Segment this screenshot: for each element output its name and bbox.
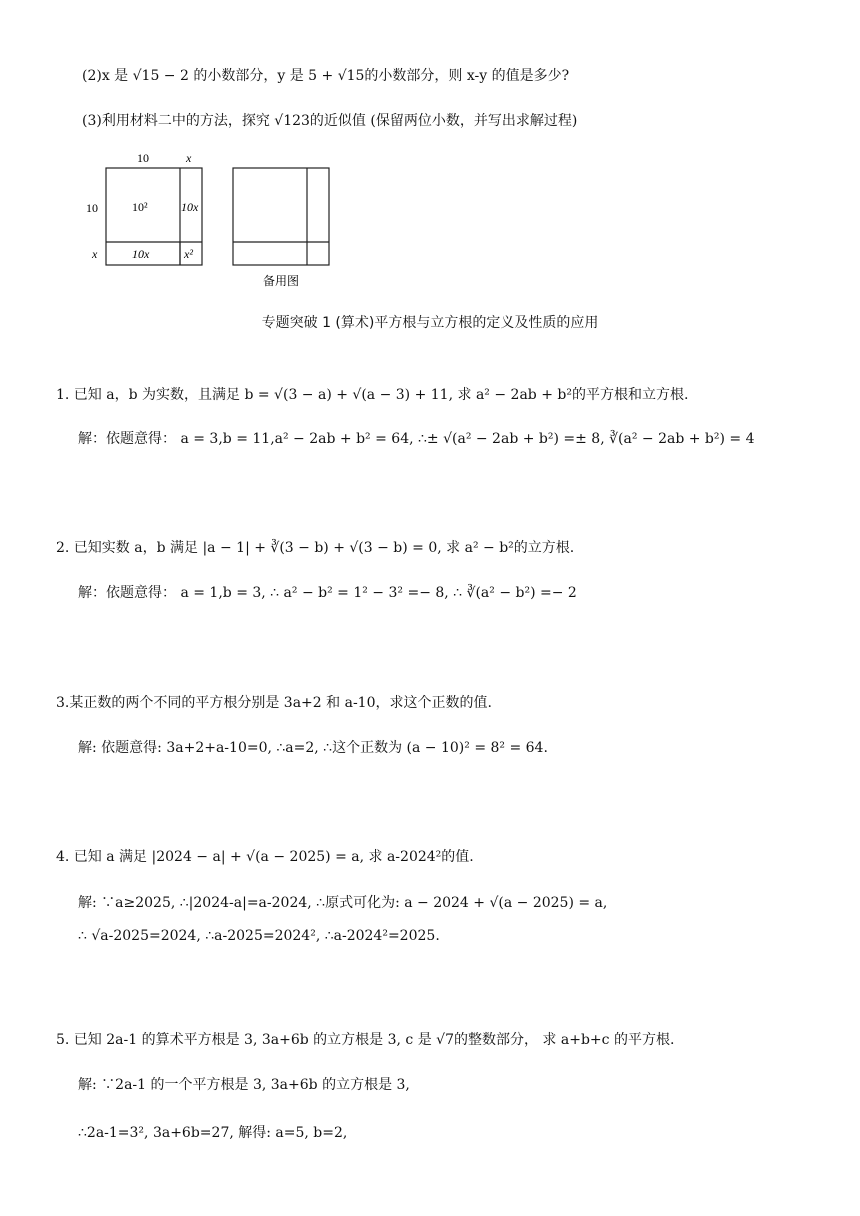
question-part-2: (2)x 是 √15 − 2 的小数部分，y 是 5 + √15的小数部分，则 x-y 的值是多少? <box>82 68 570 84</box>
problem-1-answer: 解：依题意得： a = 3,b = 11,a² − 2ab + b² = 64, ∴± √(a² − 2ab + b²) =± 8, ∛(a² − 2ab + b²) = 4 <box>78 431 755 447</box>
problem-4-answer: 解: ∵a≥2025, ∴|2024-a|=a-2024, ∴原式可化为: a − 2024 + √(a − 2025) = a, <box>78 895 608 911</box>
label-left-10: 10 <box>86 201 98 215</box>
problem-4-answer-cont: ∴ √a-2025=2024, ∴a-2025=2024², ∴a-2024²=2025. <box>78 928 440 944</box>
problem-3-answer: 解: 依题意得: 3a+2+a-10=0, ∴a=2, ∴这个正数为 (a − 10)² = 8² = 64. <box>78 740 548 756</box>
label-top-x: x <box>186 151 192 165</box>
problem-3-question: 3.某正数的两个不同的平方根分别是 3a+2 和 a-10，求这个正数的值. <box>56 695 492 711</box>
label-left-x: x <box>92 247 98 261</box>
area-model-figure <box>80 145 380 295</box>
area-model-spare <box>233 168 329 265</box>
cell-10x-right: 10x <box>181 200 199 214</box>
problem-5-answer-cont: ∴2a-1=3², 3a+6b=27, 解得: a=5, b=2, <box>78 1125 348 1141</box>
problem-2-question: 2. 已知实数 a，b 满足 |a − 1| + ∛(3 − b) + √(3 − b) = 0, 求 a² − b²的立方根. <box>56 540 575 556</box>
label-top-10: 10 <box>137 151 149 165</box>
question-part-3: (3)利用材料二中的方法，探究 √123的近似值 (保留两位小数，并写出求解过程) <box>82 113 578 129</box>
cell-10x-bottom: 10x <box>132 247 150 261</box>
problem-1-question: 1. 已知 a，b 为实数，且满足 b = √(3 − a) + √(a − 3) + 11, 求 a² − 2ab + b²的平方根和立方根. <box>56 387 689 403</box>
problem-4-question: 4. 已知 a 满足 |2024 − a| + √(a − 2025) = a, 求 a-2024²的值. <box>56 849 474 865</box>
problem-2-answer: 解：依题意得： a = 1,b = 3, ∴ a² − b² = 1² − 3² =− 8, ∴ ∛(a² − b²) =− 2 <box>78 585 577 601</box>
section-title: 专题突破 1 (算术)平方根与立方根的定义及性质的应用 <box>261 315 599 331</box>
cell-10-squared: 10² <box>132 200 148 214</box>
problem-5-answer: 解: ∵2a-1 的一个平方根是 3, 3a+6b 的立方根是 3, <box>78 1077 410 1093</box>
cell-x-squared: x² <box>184 247 193 261</box>
spare-figure-caption: 备用图 <box>263 274 300 288</box>
problem-5-question: 5. 已知 2a-1 的算术平方根是 3, 3a+6b 的立方根是 3, c 是 √7的整数部分， 求 a+b+c 的平方根. <box>56 1032 675 1048</box>
